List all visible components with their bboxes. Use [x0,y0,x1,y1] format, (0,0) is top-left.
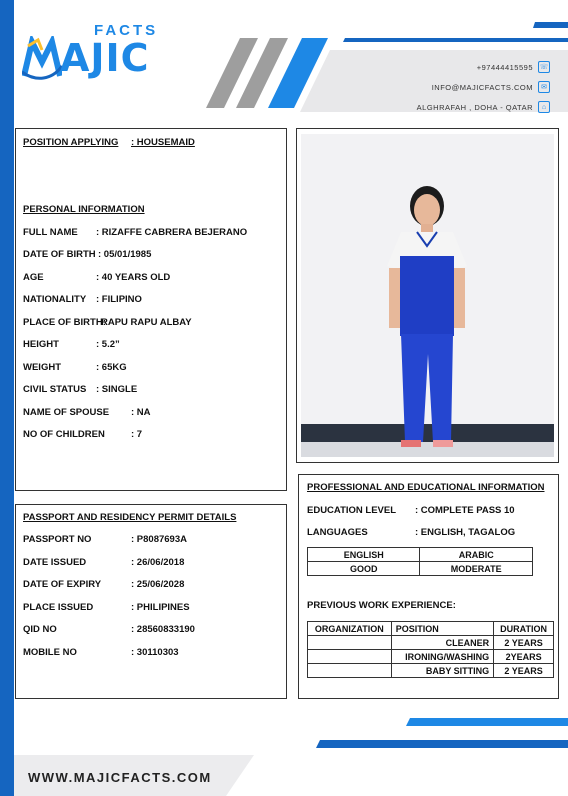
table-row [308,664,554,678]
field-label: PLACE ISSUED [23,602,94,613]
footer-lines [300,718,568,796]
field-label: DATE ISSUED [23,557,87,568]
experience-title: PREVIOUS WORK EXPERIENCE: [307,600,456,611]
experience-position: CLEANER [391,636,494,650]
field-value: : 26/06/2018 [131,557,185,568]
field-label: WEIGHT [23,362,61,373]
contact-address: ALGHRAFAH , DOHA - QATAR [416,102,533,112]
field-label: MOBILE NO [23,647,77,658]
education-level-value: : COMPLETE PASS 10 [415,505,515,516]
field-value: : 25/06/2028 [131,579,185,590]
field-label: NAME OF SPOUSE [23,407,110,418]
position-applying-label: POSITION APPLYING [23,137,119,148]
field-label: HEIGHT [23,339,59,350]
field-label: NATIONALITY [23,294,87,305]
field-value: : RIZAFFE CABRERA BEJERANO [96,227,248,238]
language-level: GOOD [308,562,420,576]
passport-box [15,504,287,699]
contact-phone-row [370,58,550,76]
field-value: : 40 YEARS OLD [96,272,171,283]
contact-address-row [370,98,550,116]
field-value: : 30110303 [131,647,179,658]
field-label: PLACE OF BIRTH: [23,317,106,328]
field-value: : 28560833190 [131,624,195,635]
education-title: PROFESSIONAL AND EDUCATIONAL INFORMATION [307,482,545,493]
field-value: : 7 [131,429,143,440]
field-label: DATE OF BIRTH [23,249,96,260]
experience-header: ORGANIZATION [308,622,392,636]
education-box [298,474,559,699]
table-row [308,636,554,650]
experience-duration: 2 YEARS [494,636,554,650]
field-label: QID NO [23,624,57,635]
field-label: PASSPORT NO [23,534,92,545]
table-row [308,562,533,576]
experience-header: DURATION [494,622,554,636]
logo [22,22,172,84]
field-value: : NA [131,407,151,418]
position-applying-value: : HOUSEMAID [131,137,195,148]
experience-position: IRONING/WASHING [391,650,494,664]
field-value: : FILIPINO [96,294,142,305]
field-label: CIVIL STATUS [23,384,87,395]
experience-org [308,664,392,678]
experience-org [308,636,392,650]
field-value: : P8087693A [131,534,187,545]
logo-word-text: AJIC [60,36,150,80]
phone-icon: ☏ [538,61,550,73]
candidate-photo-illustration [301,134,554,457]
table-row [308,622,554,636]
experience-header: POSITION [391,622,494,636]
field-value: : PHILIPINES [131,602,190,613]
language-table [307,547,533,576]
field-label: DATE OF EXPIRY [23,579,102,590]
footer-url[interactable]: WWW.MAJICFACTS.COM [28,770,212,785]
experience-org [308,650,392,664]
personal-info-box [15,128,287,491]
field-value: RAPU RAPU ALBAY [101,317,192,328]
contact-phone: +97444415595 [476,62,533,72]
field-label: AGE [23,272,44,283]
experience-duration: 2YEARS [494,650,554,664]
personal-info-title: PERSONAL INFORMATION [23,204,145,215]
passport-title: PASSPORT AND RESIDENCY PERMIT DETAILS [23,512,237,523]
experience-duration: 2 YEARS [494,664,554,678]
contact-email: INFO@MAJICFACTS.COM [431,82,533,92]
field-label: NO OF CHILDREN [23,429,105,440]
candidate-photo [301,134,554,457]
languages-value: : ENGLISH, TAGALOG [415,527,516,538]
field-value: : SINGLE [96,384,138,395]
language-level: MODERATE [420,562,533,576]
language-header: ARABIC [420,548,533,562]
languages-label: LANGUAGES [307,527,368,538]
home-icon: ⌂ [538,101,550,113]
photo-box [296,128,559,463]
logo-facts-text: FACTS [94,22,159,39]
table-row [308,548,533,562]
contact-block [370,58,550,118]
education-level-label: EDUCATION LEVEL [307,505,397,516]
email-icon: ✉ [538,81,550,93]
field-value: : 65KG [96,362,127,373]
logo-m-mark [22,36,62,80]
field-label: FULL NAME [23,227,78,238]
table-row [308,650,554,664]
field-value: : 5.2” [96,339,120,350]
experience-position: BABY SITTING [391,664,494,678]
language-header: ENGLISH [308,548,420,562]
experience-table [307,621,554,678]
contact-email-row [370,78,550,96]
left-accent-bar [0,0,14,796]
field-value: : 05/01/1985 [98,249,152,260]
